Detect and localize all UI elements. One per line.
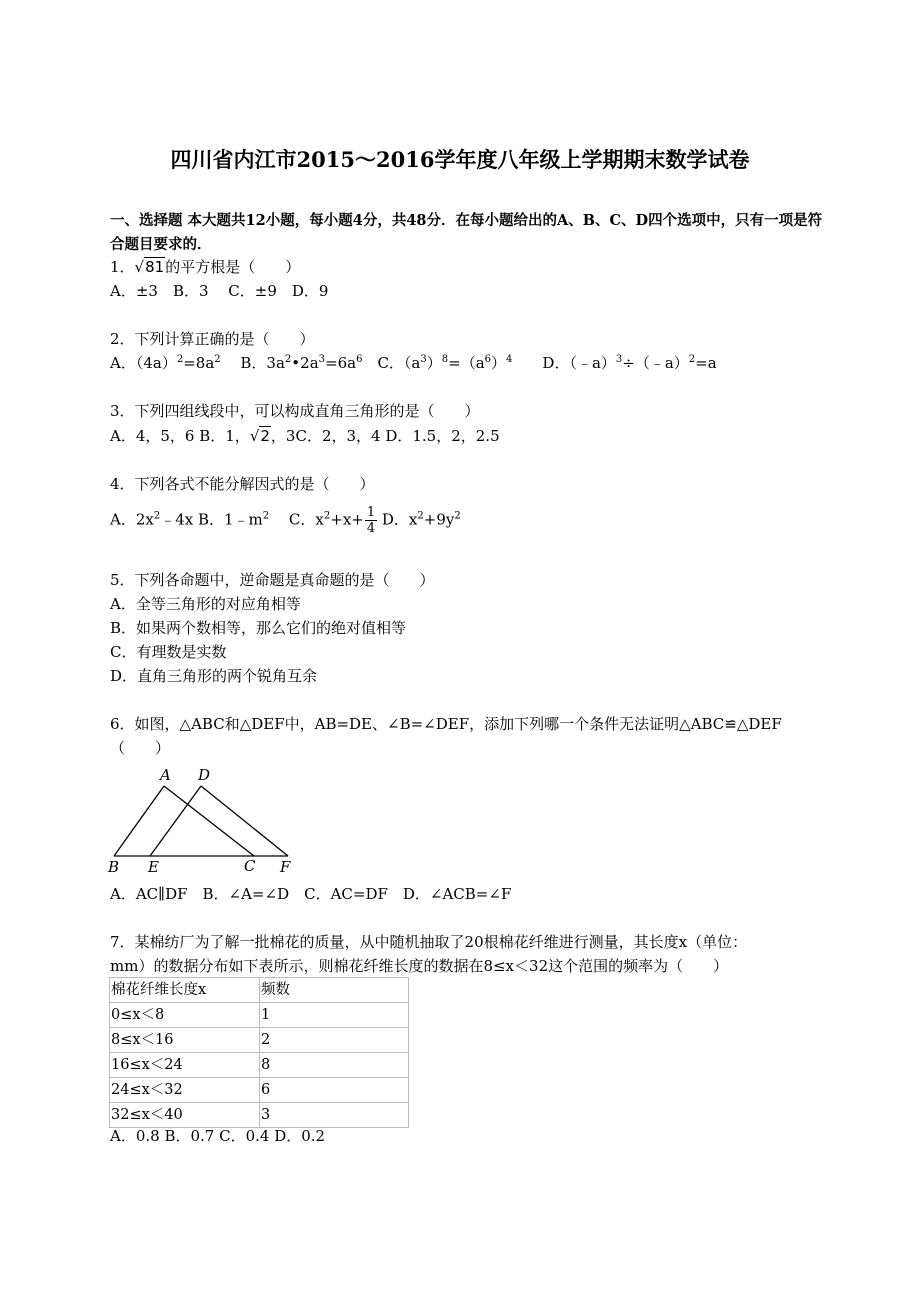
q5-option-a: A．全等三角形的对应角相等 xyxy=(110,595,301,613)
line-ab xyxy=(114,786,164,856)
triangle-figure xyxy=(104,766,304,876)
q7-stem: 7．某棉纺厂为了解一批棉花的质量，从中随机抽取了20根棉花纤维进行测量，其长度x（单位： xyxy=(110,933,748,951)
page-title: 四川省内江市2015～2016学年度八年级上学期期末数学试卷 xyxy=(170,147,750,172)
table-row xyxy=(110,1078,409,1103)
table-header: 频数 xyxy=(260,978,409,1003)
label-b: B xyxy=(108,858,120,876)
q5-stem: 5．下列各命题中，逆命题是真命题的是（ ） xyxy=(110,571,435,589)
q1-radicand: 81 xyxy=(145,258,165,276)
label-e: E xyxy=(148,858,159,876)
sqrt-symbol: √81 xyxy=(134,258,165,276)
table-cell: 3 xyxy=(260,1103,409,1128)
q2-stem: 2．下列计算正确的是（ ） xyxy=(110,330,315,348)
q3-options: A．4，5，6 B．1，√2，3C．2，3，4 D．1.5，2，2.5 xyxy=(110,427,500,445)
section-heading: 一、选择题 本大题共12小题，每小题4分，共48分．在每小题给出的A、B、C、D四个选项中，只有一项是符合题目要求的． xyxy=(110,212,823,253)
label-f: F xyxy=(280,858,291,876)
table-row xyxy=(110,1003,409,1028)
label-d: D xyxy=(198,766,211,784)
line-ed xyxy=(150,786,201,856)
table-cell: 24≤x＜32 xyxy=(110,1078,260,1103)
q2-options: A．$(4a)^2=8a^2$ B．$3a^2•2a^3=6a^6$ C．$(a^3)^8=(a^6)^4$ D．（﹣a）$^3$÷（﹣a）$^2$=a xyxy=(110,354,717,372)
q7-stem-cont: mm）的数据分布如下表所示，则棉花纤维长度的数据在8≤x＜32这个范围的频率为（ ） xyxy=(110,957,729,975)
table-cell: 8 xyxy=(260,1053,409,1078)
sqrt-symbol: √2 xyxy=(249,427,270,445)
q5-option-c: C．有理数是实数 xyxy=(110,643,227,661)
table-cell: 0≤x＜8 xyxy=(110,1003,260,1028)
table-row xyxy=(110,1028,409,1053)
label-a: A xyxy=(160,766,171,784)
q5-option-b: B．如果两个数相等，那么它们的绝对值相等 xyxy=(110,619,407,637)
q6-options: A．AC∥DF B．∠A=∠D C．AC=DF D．∠ACB=∠F xyxy=(110,885,512,903)
q1-stem: 1．√81的平方根是（ ） xyxy=(110,258,301,276)
table-row xyxy=(110,1053,409,1078)
table-header: 棉花纤维长度x xyxy=(110,978,260,1003)
q4-stem: 4．下列各式不能分解因式的是（ ） xyxy=(110,475,375,493)
table-cell: 1 xyxy=(260,1003,409,1028)
table-cell: 32≤x＜40 xyxy=(110,1103,260,1128)
line-df xyxy=(201,786,288,856)
q7-options: A．0.8 B．0.7 C．0.4 D．0.2 xyxy=(110,1127,326,1145)
q3-stem: 3．下列四组线段中，可以构成直角三角形的是（ ） xyxy=(110,402,480,420)
q4-options: A．$2x^2﹣4x$ B．$1﹣m^2$ C．$x^2+x+$ $\frac{1}{4}$ D．$x^2+9y^2$ xyxy=(110,505,461,536)
table-header-row xyxy=(110,978,409,1003)
frequency-table xyxy=(109,977,409,1128)
table-cell: 16≤x＜24 xyxy=(110,1053,260,1078)
q1-options: A．±3 B．3 C．±9 D．9 xyxy=(110,282,329,300)
q6-stem-cont: （ ） xyxy=(110,739,171,757)
q5-option-d: D．直角三角形的两个锐角互余 xyxy=(110,667,318,685)
line-ac xyxy=(164,786,254,856)
table-cell: 8≤x＜16 xyxy=(110,1028,260,1053)
table-cell: 2 xyxy=(260,1028,409,1053)
q6-stem: 6．如图，△ABC和△DEF中，AB=DE、∠B=∠DEF，添加下列哪一个条件无法证明△ABC≌△DEF xyxy=(110,715,782,733)
table-cell: 6 xyxy=(260,1078,409,1103)
label-c: C xyxy=(244,857,256,875)
fraction: $\frac{1}{4}$ xyxy=(366,505,376,536)
